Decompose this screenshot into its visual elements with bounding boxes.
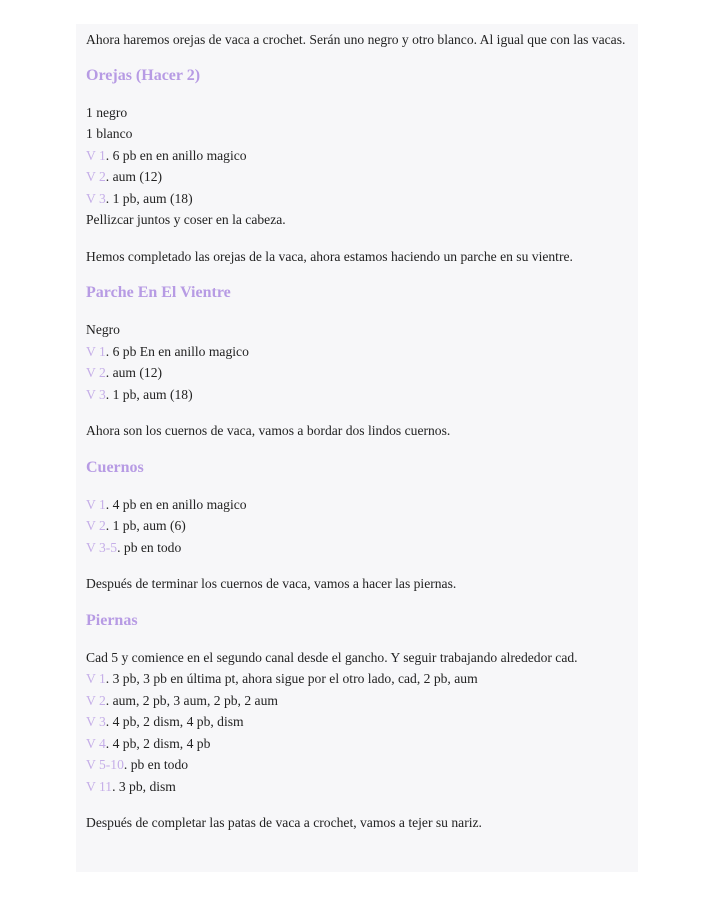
round-line	[86, 384, 626, 406]
round-label: V 3	[86, 190, 106, 206]
round-label: V 1	[86, 496, 106, 512]
transition-paragraph: Después de completar las patas de vaca a crochet, vamos a tejer su nariz.	[86, 815, 482, 830]
pattern-block-piernas	[86, 647, 626, 798]
article-page	[76, 24, 638, 872]
round-text: . 3 pb, dism	[112, 778, 176, 794]
pattern-line: Pellizcar juntos y coser en la cabeza.	[86, 212, 286, 227]
round-line	[86, 494, 626, 516]
round-text: . 3 pb, 3 pb en última pt, ahora sigue por el otro lado, cad, 2 pb, aum	[105, 671, 478, 686]
round-line	[86, 188, 626, 210]
round-text: . aum (12)	[105, 169, 163, 184]
round-label: V 1	[86, 147, 106, 163]
transition-paragraph: Ahora son los cuernos de vaca, vamos a bordar dos lindos cuernos.	[86, 423, 451, 438]
round-text: . pb en todo	[117, 539, 182, 555]
round-label: V 2	[86, 365, 106, 380]
round-label: V 5-10	[86, 757, 124, 772]
section-heading-cuernos: Cuernos	[86, 458, 144, 476]
round-label: V 3	[86, 386, 106, 402]
round-text: . 4 pb, 2 dism, 4 pb	[105, 735, 211, 751]
section-heading-parche: Parche En El Vientre	[86, 284, 231, 301]
round-line	[86, 776, 626, 798]
round-label: V 3-5	[86, 539, 118, 555]
article-content	[86, 29, 626, 849]
round-line	[86, 733, 626, 755]
round-text: . 6 pb en en anillo magico	[105, 147, 247, 163]
pattern-line: 1 negro	[86, 104, 128, 120]
transition-paragraph: Después de terminar los cuernos de vaca, vamos a hacer las piernas.	[86, 576, 457, 591]
intro-paragraph: Ahora haremos orejas de vaca a crochet. Serán uno negro y otro blanco. Al igual que con las vacas.	[86, 32, 626, 47]
round-label: V 2	[86, 692, 106, 708]
round-text: . aum (12)	[105, 365, 163, 380]
round-line	[86, 690, 626, 712]
pattern-line: 1 blanco	[86, 126, 133, 141]
round-label: V 1	[86, 671, 106, 686]
section-heading-orejas: Orejas (Hacer 2)	[86, 66, 201, 84]
round-line	[86, 711, 626, 733]
round-line	[86, 515, 626, 537]
pattern-block-cuernos	[86, 494, 626, 559]
round-line	[86, 668, 626, 690]
pattern-block-orejas	[86, 102, 626, 231]
round-text: . 1 pb, aum (18)	[105, 190, 193, 206]
round-label: V 3	[86, 714, 106, 729]
round-text: . 1 pb, aum (18)	[105, 386, 193, 402]
round-line	[86, 166, 626, 188]
round-text: . 4 pb, 2 dism, 4 pb, dism	[105, 714, 244, 729]
pattern-line: Cad 5 y comience en el segundo canal desde el gancho. Y seguir trabajando alrededor cad.	[86, 649, 578, 665]
round-label: V 4	[86, 735, 106, 751]
pattern-block-parche	[86, 319, 626, 405]
round-line	[86, 362, 626, 384]
round-label: V 11	[86, 778, 113, 794]
section-heading-piernas: Piernas	[86, 611, 138, 629]
round-line	[86, 537, 626, 559]
round-text: . 6 pb En en anillo magico	[105, 343, 249, 359]
round-text: . pb en todo	[123, 757, 189, 772]
round-line	[86, 145, 626, 167]
transition-paragraph: Hemos completado las orejas de la vaca, ahora estamos haciendo un parche en su vientre.	[86, 248, 573, 264]
round-text: . 1 pb, aum (6)	[105, 518, 186, 533]
round-line	[86, 754, 626, 776]
round-label: V 2	[86, 518, 106, 533]
round-label: V 2	[86, 169, 106, 184]
round-text: . aum, 2 pb, 3 aum, 2 pb, 2 aum	[105, 692, 278, 708]
round-line	[86, 341, 626, 363]
pattern-line: Negro	[86, 322, 120, 337]
round-text: . 4 pb en en anillo magico	[105, 496, 247, 512]
round-label: V 1	[86, 343, 106, 359]
